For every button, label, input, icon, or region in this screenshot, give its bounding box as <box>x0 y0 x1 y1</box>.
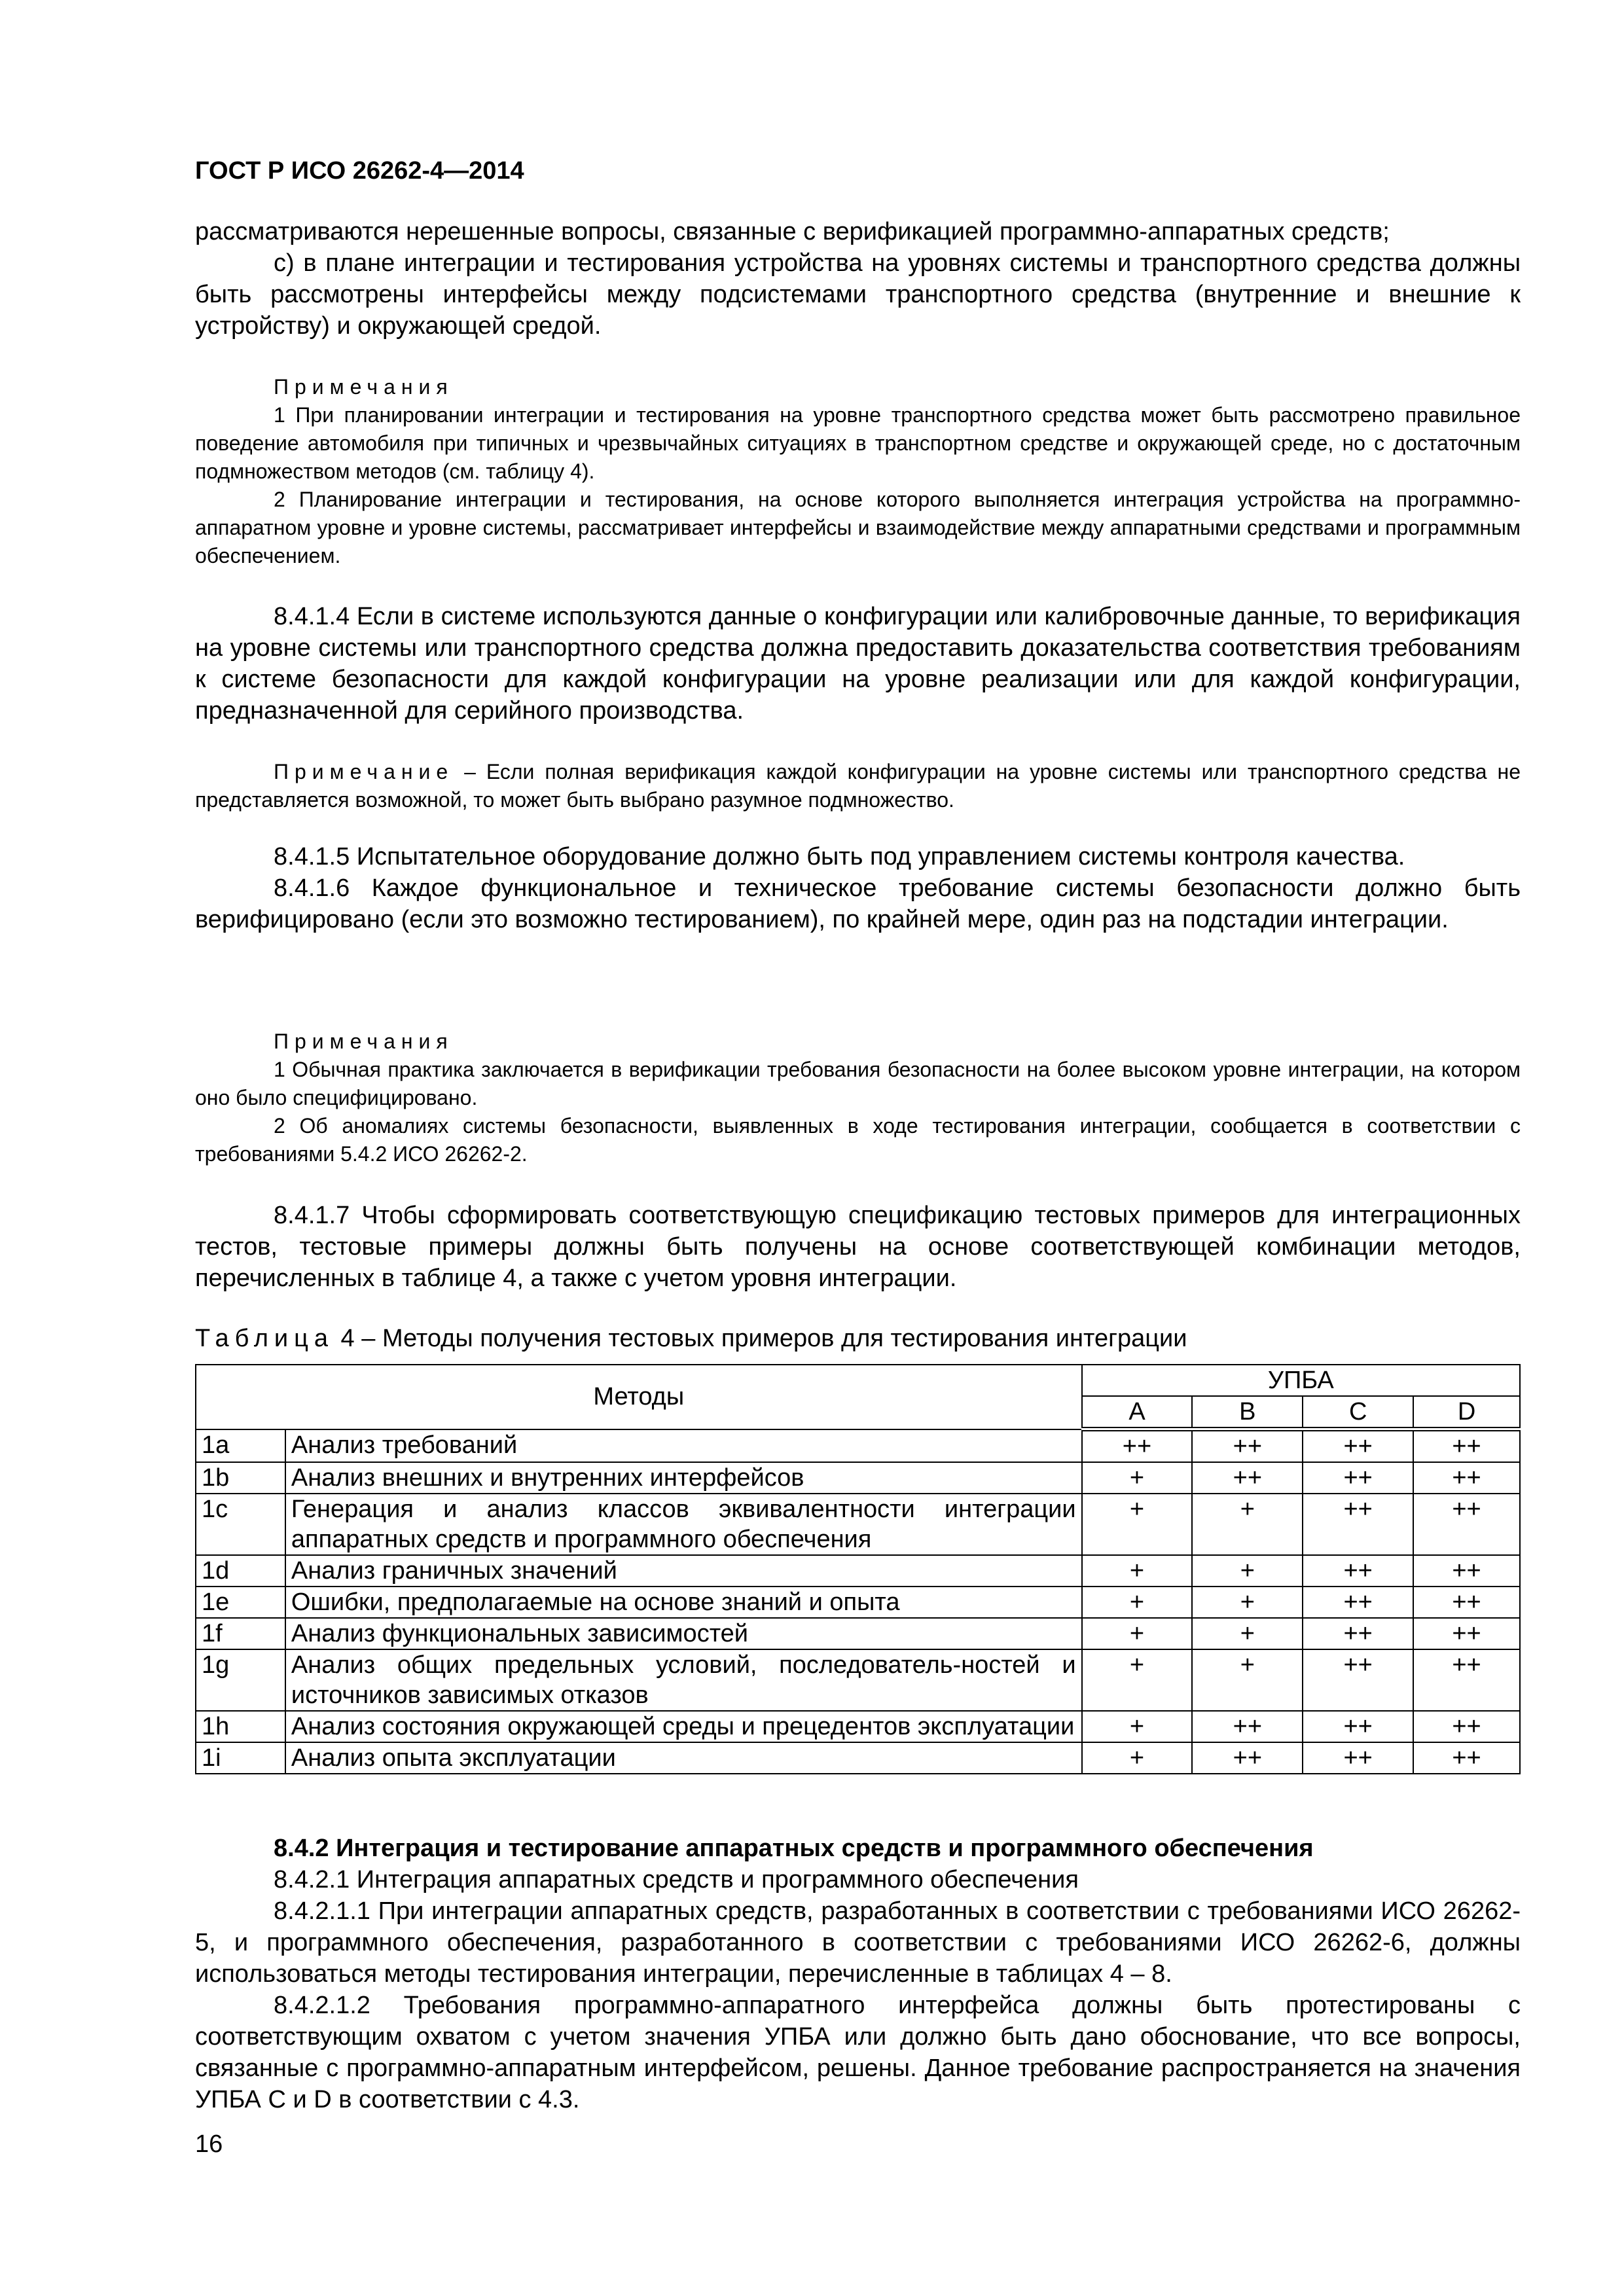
paragraph-8417: 8.4.1.7 Чтобы сформировать соответствующую спецификацию тестовых примеров для интеграционных тестов, тестовые примеры должны быть получены на основе соответствующей комбинации методов, перечисленных в таблице 4, а также с учетом уровня интеграции. <box>195 1202 1521 1292</box>
row-value: + <box>1082 1462 1193 1494</box>
row-id: 1h <box>196 1711 285 1742</box>
page-number: 16 <box>195 2130 223 2158</box>
note-label: Примечание <box>274 760 454 783</box>
row-method: Анализ требований <box>285 1429 1082 1463</box>
note-item: 1 Обычная практика заключается в верификации требования безопасности на более высоком уровне интеграции, на котором оно было специфицировано. <box>195 1058 1521 1109</box>
row-value: ++ <box>1413 1618 1520 1649</box>
row-value: + <box>1192 1618 1303 1649</box>
row-method: Генерация и анализ классов эквивалентности интеграции аппаратных средств и программного обеспечения <box>285 1494 1082 1555</box>
note-item: 2 Планирование интеграции и тестирования, на основе которого выполняется интеграция устройства на программно-аппаратном уровне и уровне системы, рассматривает интерфейсы и взаимодействие между аппаратными средствами и программным обеспечением. <box>195 488 1521 567</box>
row-id: 1i <box>196 1742 285 1774</box>
row-value: + <box>1192 1649 1303 1711</box>
note-item: 1 При планировании интеграции и тестирования на уровне транспортного средства может быть рассмотрено правильное поведение автомобиля при типичных и чрезвычайных ситуациях в транспортном средстве и окружающей среде, но с достаточным подмножеством методов (см. таблицу 4). <box>195 403 1521 483</box>
row-value: + <box>1082 1555 1193 1587</box>
paragraph-8414: 8.4.1.4 Если в системе используются данные о конфигурации или калибровочные данные, то верификация на уровне системы или транспортного средства должна предоставить доказательства соответствия требованиям к системе безопасности для каждой конфигурации на уровне реализации или для каждой конфигурации, предназначенной для серийного производства. <box>195 603 1521 725</box>
paragraph-8416: 8.4.1.6 Каждое функциональное и техническое требование системы безопасности должно быть верифицировано (если это возможно тестированием), по крайней мере, один раз на подстадии интеграции. <box>195 874 1521 933</box>
section-8415-8416 <box>195 841 1521 935</box>
row-value: + <box>1082 1711 1193 1742</box>
table-row <box>196 1618 1520 1649</box>
notes-label: Примечания <box>274 1030 454 1053</box>
row-id: 1d <box>196 1555 285 1587</box>
row-value: + <box>1082 1587 1193 1618</box>
row-method: Анализ опыта эксплуатации <box>285 1742 1082 1774</box>
header-level: C <box>1303 1396 1413 1429</box>
notes-3 <box>195 1028 1521 1168</box>
row-method: Анализ функциональных зависимостей <box>285 1618 1082 1649</box>
row-value: + <box>1192 1555 1303 1587</box>
row-value: ++ <box>1413 1742 1520 1774</box>
row-value: + <box>1082 1494 1193 1555</box>
paragraph-84211: 8.4.2.1.1 При интеграции аппаратных средств, разработанных в соответствии с требованиями ИСО 26262-5, и программного обеспечения, разработанного в соответствии с требованиями ИСО 26262-6, должны использоваться методы тестирования интеграции, перечисленные в таблицах 4 – 8. <box>195 1897 1521 1988</box>
row-value: ++ <box>1192 1462 1303 1494</box>
row-value: ++ <box>1303 1429 1413 1463</box>
section-8414 <box>195 601 1521 726</box>
note-2 <box>195 758 1521 814</box>
document-header: ГОСТ Р ИСО 26262-4—2014 <box>195 157 524 185</box>
header-methods: Методы <box>196 1365 1082 1429</box>
table-row <box>196 1711 1520 1742</box>
row-value: ++ <box>1413 1711 1520 1742</box>
row-value: + <box>1082 1649 1193 1711</box>
paragraph-8415: 8.4.1.5 Испытательное оборудование должно быть под управлением системы контроля качества. <box>274 843 1405 870</box>
row-value: ++ <box>1413 1494 1520 1555</box>
notes-1 <box>195 373 1521 570</box>
section-8417 <box>195 1200 1521 1294</box>
table-row <box>196 1429 1520 1463</box>
table-row <box>196 1742 1520 1774</box>
row-method: Анализ состояния окружающей среды и прецедентов эксплуатации <box>285 1711 1082 1742</box>
row-value: ++ <box>1413 1587 1520 1618</box>
paragraph-84212: 8.4.2.1.2 Требования программно-аппаратного интерфейса должны быть протестированы с соответствующим охватом с учетом значения УПБА или должно быть дано обоснование, что все вопросы, связанные с программно-аппаратным интерфейсом, решены. Данное требование распространяется на значения УПБА C и D в соответствии с 4.3. <box>195 1992 1521 2113</box>
row-method: Анализ общих предельных условий, последователь-ностей и источников зависимых отказов <box>285 1649 1082 1711</box>
row-value: ++ <box>1082 1429 1193 1463</box>
row-value: ++ <box>1303 1618 1413 1649</box>
row-value: + <box>1082 1618 1193 1649</box>
row-value: ++ <box>1303 1494 1413 1555</box>
header-level: B <box>1192 1396 1303 1429</box>
row-id: 1c <box>196 1494 285 1555</box>
row-value: ++ <box>1192 1742 1303 1774</box>
row-value: ++ <box>1303 1555 1413 1587</box>
row-value: ++ <box>1303 1711 1413 1742</box>
methods-table-wrap <box>195 1364 1521 1774</box>
row-method: Анализ внешних и внутренних интерфейсов <box>285 1462 1082 1494</box>
row-value: ++ <box>1303 1742 1413 1774</box>
section-842 <box>195 1833 1521 2115</box>
intro-text <box>195 216 1521 342</box>
paragraph: рассматриваются нерешенные вопросы, связанные с верификацией программно-аппаратных средств; <box>195 218 1390 245</box>
row-value: ++ <box>1413 1649 1520 1711</box>
row-id: 1e <box>196 1587 285 1618</box>
section-heading-842: 8.4.2 Интеграция и тестирование аппаратных средств и программного обеспечения <box>274 1835 1314 1862</box>
row-value: ++ <box>1192 1711 1303 1742</box>
header-level: A <box>1082 1396 1193 1429</box>
paragraph-c: с) в плане интеграции и тестирования устройства на уровнях системы и транспортного средства должны быть рассмотрены интерфейсы между подсистемами транспортного средства (внутренние и внешние к устройству) и окружающей средой. <box>195 249 1521 340</box>
row-id: 1f <box>196 1618 285 1649</box>
caption-label: Таблица <box>195 1325 334 1352</box>
table-caption <box>195 1325 1521 1353</box>
caption-text: 4 – Методы получения тестовых примеров для тестирования интеграции <box>334 1325 1187 1352</box>
table-row <box>196 1462 1520 1494</box>
row-value: ++ <box>1192 1429 1303 1463</box>
notes-label: Примечания <box>274 375 454 399</box>
row-id: 1b <box>196 1462 285 1494</box>
table-row <box>196 1649 1520 1711</box>
table-row <box>196 1555 1520 1587</box>
header-level: D <box>1413 1396 1520 1429</box>
table-row <box>196 1494 1520 1555</box>
row-id: 1g <box>196 1649 285 1711</box>
row-value: ++ <box>1303 1649 1413 1711</box>
note-item: 2 Об аномалиях системы безопасности, выявленных в ходе тестирования интеграции, сообщается в соответствии с требованиями 5.4.2 ИСО 26262-2. <box>195 1114 1521 1166</box>
row-value: + <box>1082 1742 1193 1774</box>
row-method: Анализ граничных значений <box>285 1555 1082 1587</box>
note-text: – Если полная верификация каждой конфигурации на уровне системы или транспортного средства не представляется возможной, то может быть выбрано разумное подмножество. <box>195 760 1521 812</box>
row-value: ++ <box>1303 1587 1413 1618</box>
header-upba: УПБА <box>1082 1365 1520 1396</box>
row-value: ++ <box>1413 1462 1520 1494</box>
methods-table <box>195 1364 1521 1774</box>
row-value: ++ <box>1303 1462 1413 1494</box>
row-value: ++ <box>1413 1429 1520 1463</box>
section-heading-8421: 8.4.2.1 Интеграция аппаратных средств и программного обеспечения <box>274 1866 1079 1893</box>
row-method: Ошибки, предполагаемые на основе знаний и опыта <box>285 1587 1082 1618</box>
row-value: ++ <box>1413 1555 1520 1587</box>
row-id: 1a <box>196 1429 285 1463</box>
row-value: + <box>1192 1587 1303 1618</box>
table-row <box>196 1587 1520 1618</box>
row-value: + <box>1192 1494 1303 1555</box>
